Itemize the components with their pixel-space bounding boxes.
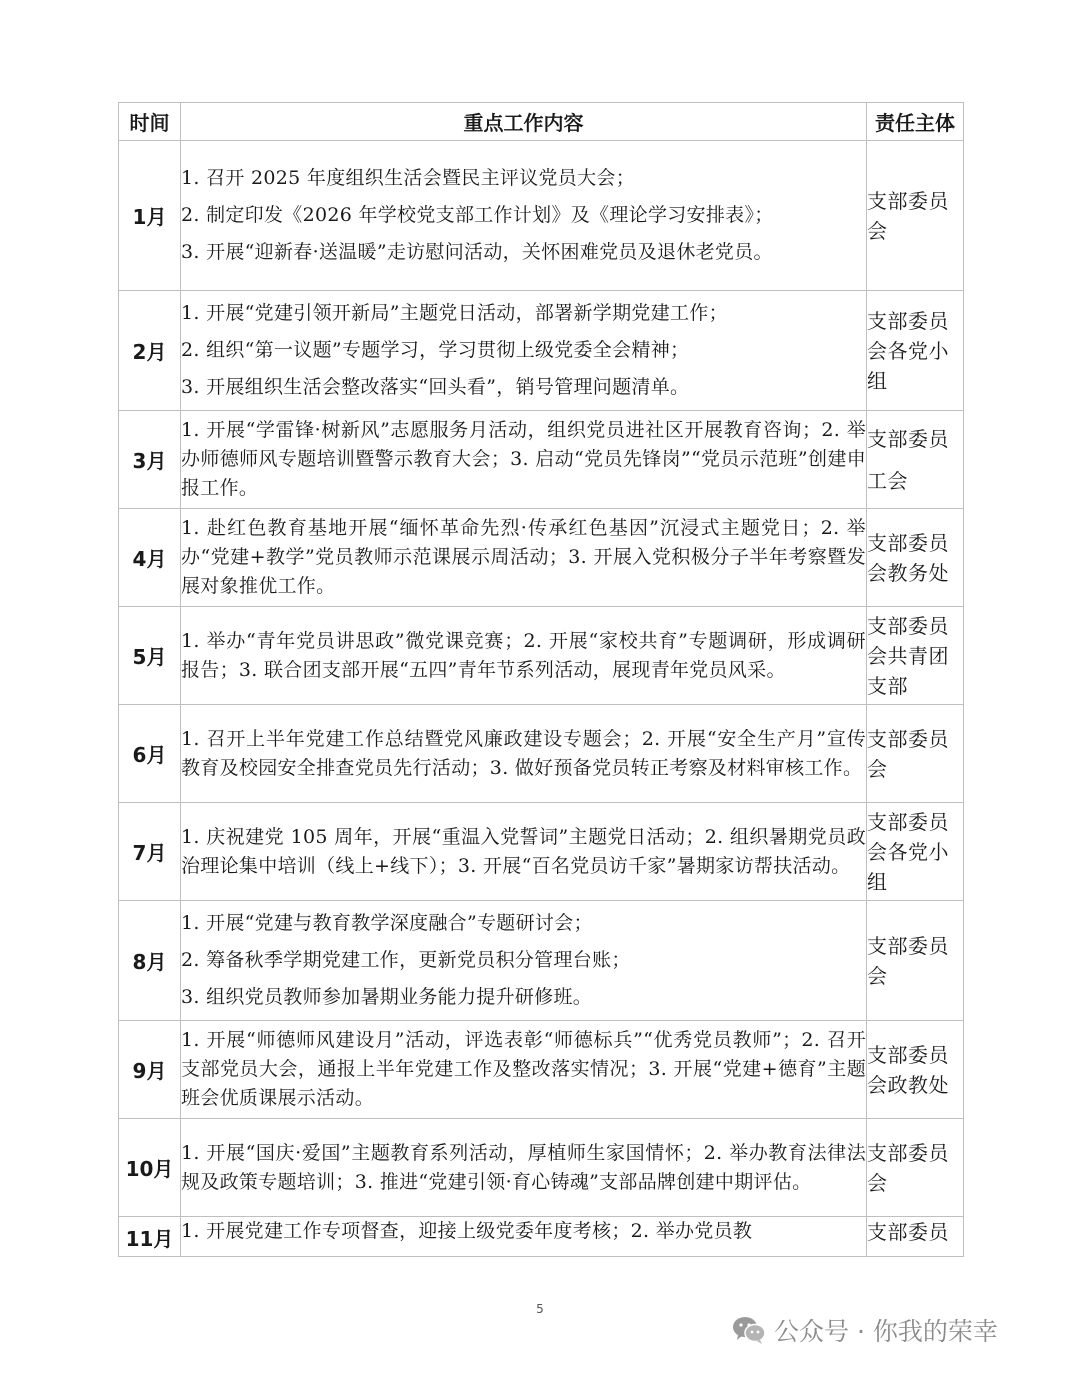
work-plan-table: [118, 102, 964, 1257]
table-row: [119, 1217, 964, 1257]
content-cell: [181, 141, 867, 291]
month-cell: 8月: [119, 901, 181, 1021]
table-row: [119, 803, 964, 901]
owner-cell: 支部委员: [867, 1217, 964, 1257]
month-cell: 2月: [119, 291, 181, 411]
table-row: [119, 411, 964, 509]
table-header-row: [119, 103, 964, 141]
content-cell: 1. 召开上半年党建工作总结暨党风廉政建设专题会；2. 开展“安全生产月”宣传教育及校园安全排查党员先行活动；3. 做好预备党员转正考察及材料审核工作。: [181, 705, 867, 803]
month-cell: 9月: [119, 1021, 181, 1119]
header-owner: 责任主体: [867, 103, 964, 141]
content-item: 1. 开展“党建引领开新局”主题党日活动，部署新学期党建工作；: [181, 302, 728, 324]
table-row: [119, 607, 964, 705]
owner-cell: 支部委员会: [867, 141, 964, 291]
month-cell: 7月: [119, 803, 181, 901]
wechat-logo-icon: [732, 1315, 766, 1345]
wechat-watermark: [732, 1312, 998, 1348]
owner-cell: [867, 411, 964, 509]
content-cell: 1. 开展“学雷锋·树新风”志愿服务月活动，组织党员进社区开展教育咨询；2. 举办师德师风专题培训暨警示教育大会；3. 启动“党员先锋岗”“党员示范班”创建申报工作。: [181, 411, 867, 509]
content-cell: [181, 291, 867, 411]
owner-cell: 支部委员会各党小组: [867, 291, 964, 411]
watermark-text: 公众号 · 你我的荣幸: [774, 1317, 998, 1346]
month-cell: 6月: [119, 705, 181, 803]
content-cell: 1. 开展“国庆·爱国”主题教育系列活动，厚植师生家国情怀；2. 举办教育法律法规及政策专题培训；3. 推进“党建引领·育心铸魂”支部品牌创建中期评估。: [181, 1119, 867, 1217]
content-item: 2. 筹备秋季学期党建工作，更新党员积分管理台账；: [181, 949, 631, 971]
content-cell: 1. 庆祝建党 105 周年，开展“重温入党誓词”主题党日活动；2. 组织暑期党员政治理论集中培训（线上+线下）；3. 开展“百名党员访千家”暑期家访帮扶活动。: [181, 803, 867, 901]
owner-line: 工会: [867, 468, 908, 493]
table-row: [119, 1021, 964, 1119]
owner-cell: 支部委员会: [867, 901, 964, 1021]
content-item: 1. 召开 2025 年度组织生活会暨民主评议党员大会；: [181, 167, 636, 189]
owner-cell: 支部委员会政教处: [867, 1021, 964, 1119]
month-cell: 1月: [119, 141, 181, 291]
table-row: [119, 509, 964, 607]
table-row: [119, 705, 964, 803]
owner-cell: 支部委员会共青团支部: [867, 607, 964, 705]
owner-cell: 支部委员会: [867, 1119, 964, 1217]
content-cell: 1. 开展党建工作专项督查，迎接上级党委年度考核；2. 举办党员教: [181, 1217, 867, 1257]
owner-cell: 支部委员会各党小组: [867, 803, 964, 901]
content-item: 3. 开展“迎新春·送温暖”走访慰问活动，关怀困难党员及退休老党员。: [181, 241, 773, 263]
table-row: [119, 291, 964, 411]
page-number: 5: [536, 1302, 544, 1316]
owner-cell: 支部委员会: [867, 705, 964, 803]
content-item: 1. 开展“党建与教育教学深度融合”专题研讨会；: [181, 912, 593, 934]
month-cell: 3月: [119, 411, 181, 509]
content-cell: 1. 赴红色教育基地开展“缅怀革命先烈·传承红色基因”沉浸式主题党日；2. 举办“党建+教学”党员教师示范课展示周活动；3. 开展入党积极分子半年考察暨发展对象推优工作。: [181, 509, 867, 607]
content-item: 3. 开展组织生活会整改落实“回头看”，销号管理问题清单。: [181, 376, 690, 398]
content-item: 2. 制定印发《2026 年学校党支部工作计划》及《理论学习安排表》；: [181, 204, 774, 226]
content-cell: [181, 901, 867, 1021]
table-row: [119, 901, 964, 1021]
month-cell: 4月: [119, 509, 181, 607]
month-cell: 11月: [119, 1217, 181, 1257]
owner-cell: 支部委员会教务处: [867, 509, 964, 607]
owner-line: 支部委员: [867, 426, 949, 451]
month-cell: 5月: [119, 607, 181, 705]
month-cell: 10月: [119, 1119, 181, 1217]
table-row: [119, 1119, 964, 1217]
header-month: 时间: [119, 103, 181, 141]
content-cell: 1. 开展“师德师风建设月”活动，评选表彰“师德标兵”“优秀党员教师”；2. 召开支部党员大会，通报上半年党建工作及整改落实情况；3. 开展“党建+德育”主题班会优质课展示活动。: [181, 1021, 867, 1119]
content-item: 2. 组织“第一议题”专题学习，学习贯彻上级党委全会精神；: [181, 339, 690, 361]
table-row: [119, 141, 964, 291]
content-cell: 1. 举办“青年党员讲思政”微党课竞赛；2. 开展“家校共育”专题调研，形成调研报告；3. 联合团支部开展“五四”青年节系列活动，展现青年党员风采。: [181, 607, 867, 705]
content-item: 3. 组织党员教师参加暑期业务能力提升研修班。: [181, 986, 593, 1008]
header-content: 重点工作内容: [181, 103, 867, 141]
